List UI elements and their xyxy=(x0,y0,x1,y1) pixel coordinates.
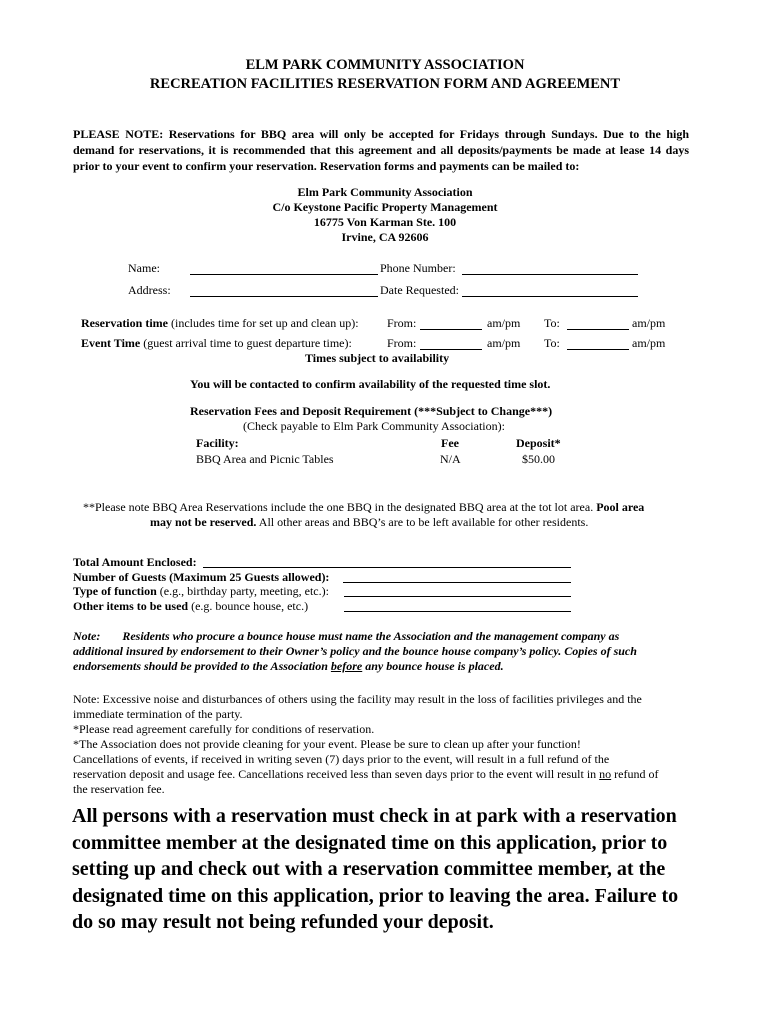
bounce-note-line-2: additional insured by endorsement to their Owner’s policy and the bounce house company’s policy. Copies of such xyxy=(73,644,637,658)
fees-col-deposit: Deposit* xyxy=(516,436,561,450)
form-subtitle: RECREATION FACILITIES RESERVATION FORM AND AGREEMENT xyxy=(149,76,621,92)
event-from-label: From: xyxy=(387,336,417,350)
fees-payable-note: (Check payable to Elm Park Community Association): xyxy=(243,419,505,433)
times-availability-note: Times subject to availability xyxy=(305,351,450,365)
function-type-label: Type of function (e.g., birthday party, meeting, etc.): xyxy=(73,584,329,598)
date-field[interactable] xyxy=(462,285,638,297)
fees-row-fee: N/A xyxy=(440,452,461,466)
fees-col-facility: Facility: xyxy=(196,436,239,450)
total-amount-label: Total Amount Enclosed: xyxy=(73,555,197,569)
reservation-time-label: Reservation time (includes time for set up and clean up): xyxy=(81,316,359,330)
guests-field[interactable] xyxy=(343,571,571,583)
fees-heading: Reservation Fees and Deposit Requirement (***Subject to Change***) xyxy=(190,404,553,418)
event-to-label: To: xyxy=(544,336,560,350)
contact-note: You will be contacted to confirm availability of the requested time slot. xyxy=(190,377,551,391)
bounce-note-line-1: Note: Residents who procure a bounce house must name the Association and the management company as xyxy=(73,629,620,643)
function-type-field[interactable] xyxy=(344,585,571,597)
address-line-1: Elm Park Community Association xyxy=(297,185,473,199)
address-line-3: 16775 Von Karman Ste. 100 xyxy=(313,215,457,229)
guests-label: Number of Guests (Maximum 25 Guests allowed): xyxy=(73,570,330,584)
reservation-from-label: From: xyxy=(387,316,417,330)
form-title: ELM PARK COMMUNITY ASSOCIATION xyxy=(245,57,525,73)
reservation-from-field[interactable] xyxy=(420,318,482,330)
rule-cleaning: *The Association does not provide cleaning for your event. Please be sure to clean up after your function! xyxy=(73,737,581,751)
reservation-from-ampm: am/pm xyxy=(487,316,521,330)
address-line-2: C/o Keystone Pacific Property Management xyxy=(272,200,498,214)
name-label: Name: xyxy=(128,261,160,275)
event-to-field[interactable] xyxy=(567,338,629,350)
total-amount-field[interactable] xyxy=(203,556,571,568)
address-line-4: Irvine, CA 92606 xyxy=(341,230,429,244)
fees-row-facility: BBQ Area and Picnic Tables xyxy=(196,452,334,466)
fees-col-fee: Fee xyxy=(441,436,459,450)
other-items-label: Other items to be used (e.g. bounce house, etc.) xyxy=(73,599,309,613)
rule-cancellation-line-1: Cancellations of events, if received in writing seven (7) days prior to the event, will result in a full refund of the xyxy=(73,752,610,766)
rule-cancellation-line-2: reservation deposit and usage fee. Cancellations received less than seven days prior to the event will result in no refund of xyxy=(73,767,659,781)
reservation-to-ampm: am/pm xyxy=(632,316,666,330)
name-field[interactable] xyxy=(190,263,378,275)
reservation-to-field[interactable] xyxy=(567,318,629,330)
event-from-ampm: am/pm xyxy=(487,336,521,350)
bbq-note-line-2: may not be reserved. All other areas and BBQ’s are to be left available for other residents. xyxy=(150,515,589,529)
event-time-label: Event Time (guest arrival time to guest departure time): xyxy=(81,336,352,350)
fees-row-deposit: $50.00 xyxy=(522,452,555,466)
event-to-ampm: am/pm xyxy=(632,336,666,350)
phone-field[interactable] xyxy=(462,263,638,275)
address-label: Address: xyxy=(128,283,171,297)
date-label: Date Requested: xyxy=(380,283,459,297)
event-from-field[interactable] xyxy=(420,338,482,350)
rule-cancellation-line-3: the reservation fee. xyxy=(73,782,165,796)
other-items-field[interactable] xyxy=(344,600,571,612)
reservation-to-label: To: xyxy=(544,316,560,330)
address-field[interactable] xyxy=(190,285,378,297)
rule-noise-line-2: immediate termination of the party. xyxy=(73,707,243,721)
bbq-note-line-1: **Please note BBQ Area Reservations include the one BBQ in the designated BBQ area at the tot lot area. Pool area xyxy=(83,500,645,514)
phone-label: Phone Number: xyxy=(380,261,456,275)
check-in-notice: All persons with a reservation must check in at park with a reservation committee member at the designated time on this application, prior to setting up and check out with a reservation committee member, at the designated time on this application, prior to leaving the area. Failure to do so may result not being refunded your deposit. xyxy=(72,805,679,933)
bounce-note-line-3: endorsements should be provided to the Association before any bounce house is placed. xyxy=(73,659,504,673)
rule-read-agreement: *Please read agreement carefully for conditions of reservation. xyxy=(73,722,375,736)
reservation-notice: PLEASE NOTE: Reservations for BBQ area will only be accepted for Fridays through Sundays. Due to the high demand for reservations, it is recommended that this agreement and all deposits/payments be made at lease 14 days prior to your event to confirm your reservation. Reservation forms and payments can be mailed to: xyxy=(73,127,689,173)
rule-noise-line-1: Note: Excessive noise and disturbances of others using the facility may result in the loss of facilities privileges and the xyxy=(73,692,642,706)
